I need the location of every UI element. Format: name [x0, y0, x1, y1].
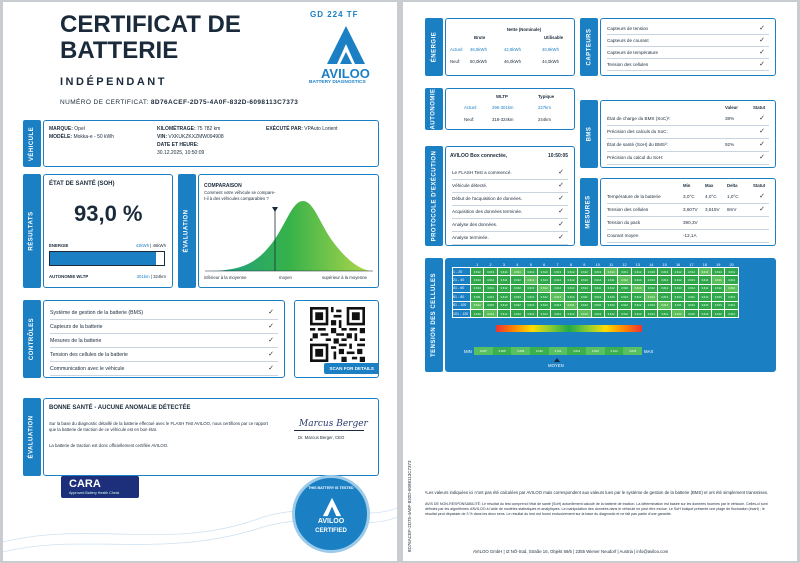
cell-value: 3,612: [685, 301, 698, 309]
tab-measures: MESURES: [580, 178, 598, 246]
cell-value: 3,612: [524, 301, 537, 309]
tab-range: AUTONOMIE: [425, 88, 443, 130]
cell-column-label: 7: [556, 263, 559, 267]
soh-title: ÉTAT DE SANTÉ (SOH): [49, 181, 115, 187]
cell-value: 3,613: [698, 309, 711, 317]
cell-value: 3,612: [604, 284, 617, 292]
cell-value: 3,610: [591, 301, 604, 309]
scale-step: 3,607: [474, 347, 493, 355]
cell-value: 3,612: [725, 276, 738, 284]
check-icon: ✓: [268, 337, 274, 344]
measure-header: Max: [705, 183, 714, 188]
cell-value: 3,610: [685, 309, 698, 317]
measure-row: Température de la batterie 3,0°C 4,0°C 1,0°C ✓: [607, 191, 769, 204]
cell-row-label: 61 - 80: [453, 293, 471, 301]
vehicle-model: MODÈLE: Mokka-e - 50 kWh: [49, 134, 115, 140]
energy-value: 40,9kWh: [542, 47, 559, 52]
cell-value: 3,610: [645, 268, 658, 276]
protocol-panel: [445, 146, 575, 246]
final-title: BONNE SANTÉ - AUCUNE ANOMALIE DÉTECTÉE: [49, 405, 191, 411]
check-icon: ✓: [759, 25, 765, 32]
cell-column-label: 11: [609, 263, 614, 267]
cell-value: 3,614: [658, 301, 671, 309]
cell-value: 3,613: [564, 284, 577, 292]
cell-value: 3,612: [712, 309, 725, 317]
cell-value: 3,612: [497, 284, 510, 292]
cell-value: 3,613: [511, 293, 524, 301]
qr-code-icon[interactable]: [310, 307, 365, 362]
cell-value: 3,614: [712, 268, 725, 276]
check-icon: ✓: [558, 234, 564, 241]
brand-tagline: BATTERY DIAGNOSTICS: [309, 80, 366, 85]
cell-value: 3,614: [471, 284, 484, 292]
cell-value: 3,610: [618, 284, 631, 292]
cell-value: 3,613: [497, 301, 510, 309]
signer-name: Dr. Marcus Berger, CEO: [298, 435, 345, 440]
bms-item: État de charge du BMS (SoC)¹: 38% ✓: [607, 113, 769, 126]
cell-value: 3,610: [698, 301, 711, 309]
cell-value: 3,611: [564, 301, 577, 309]
check-icon: ✓: [268, 351, 274, 358]
tab-controls: CONTRÔLES: [23, 300, 41, 378]
cell-value: 3,612: [578, 268, 591, 276]
cell-value: 3,610: [712, 293, 725, 301]
scale-average: moyen: [279, 275, 292, 280]
scale-high: supérieur à la moyenne: [322, 275, 367, 280]
cell-value: 3,612: [618, 276, 631, 284]
cell-value: 3,613: [698, 268, 711, 276]
scale-step: 3,612: [567, 347, 586, 355]
cell-column-label: 18: [702, 263, 707, 267]
cell-value: 3,612: [564, 268, 577, 276]
subtitle: INDÉPENDANT: [60, 76, 167, 88]
measures-panel: [600, 178, 776, 246]
cell-value: 3,610: [631, 276, 644, 284]
scale-step: 3,613: [586, 347, 605, 355]
cell-value: 3,612: [511, 276, 524, 284]
cell-value: 3,613: [658, 268, 671, 276]
cell-value: 3,614: [671, 293, 684, 301]
protocol-step: Début de l'acquisition de données. ✓: [452, 193, 568, 206]
check-icon: ✓: [268, 365, 274, 372]
cell-value: 3,613: [551, 293, 564, 301]
wltp-label: AUTONOMIE WLTP: [49, 274, 89, 279]
energy-panel: Brute Nette (Nominale) Utilisable Actuel: Neuf: 46,5kWh 42,8kWh 40,9kWh 50,0kWh 46,0kWh 44,0kWh: [445, 18, 575, 76]
protocol-time: 10:50:05: [547, 153, 568, 159]
cell-value: 3,611: [551, 309, 564, 317]
cell-column-label: 3: [502, 263, 506, 267]
cell-value: 3,612: [537, 293, 550, 301]
tab-protocol: PROTOCOLE D'EXÉCUTION: [425, 146, 443, 246]
certified-seal: THIS BATTERY IS TESTED AVILOO CERTIFIED: [292, 475, 370, 553]
cell-value: 3,613: [591, 309, 604, 317]
check-icon: ✓: [558, 208, 564, 215]
cell-value: 3,610: [725, 284, 738, 292]
cell-value: 3,611: [685, 293, 698, 301]
cell-column-label: 1: [476, 263, 479, 267]
cell-value: 3,611: [618, 268, 631, 276]
qr-panel: [294, 300, 379, 378]
measure-header: Statut: [753, 183, 766, 188]
vehicle-make: MARQUE: Opel: [49, 126, 85, 132]
cell-value: 3,614: [484, 276, 497, 284]
scan-label: SCAN FOR DETAILS: [324, 363, 379, 374]
cell-value: 3,613: [645, 276, 658, 284]
vehicle-km: KILOMÉTRAGE: 75 782 km: [157, 126, 221, 132]
cell-value: 3,612: [685, 268, 698, 276]
energy-value: 46,0kWh: [504, 59, 521, 64]
cell-value: 3,612: [564, 309, 577, 317]
certificate-page-1: [3, 2, 397, 561]
tab-results: RÉSULTATS: [23, 174, 41, 288]
vehicle-panel: [43, 120, 379, 167]
cell-column-label: 5: [529, 263, 532, 267]
tab-energy: ÉNERGIE: [425, 18, 443, 76]
disclaimer: AVIS DE NON-RESPONSABILITÉ: Le résultat du test comprend l'état de santé (SoH) actuellement calculé de la batterie de traction. La détermination est basée sur les données fournies par le véhicule. Celles-ci sont définies par les algorithmes d'AVILOO à l'aide de modèles statistiques et analytiques. La manipulation des données dans le véhicule ne peut être exclue. Le SoH indiqué présente une plage de fluctuation (écart) ; le résultat peut dépasser de 3 % dans les deux sens. Le résultat du test est fourni exclusivement sur la base du diagnostic et ne fait pas partie d'une garantie.: [425, 502, 768, 516]
cell-value: 3,612: [484, 293, 497, 301]
vehicle-executed-by: EXÉCUTÉ PAR: VPAuto Lorient: [266, 126, 338, 132]
check-icon: ✓: [759, 193, 765, 200]
certificate-number: NUMÉRO DE CERTIFICAT: 8D76ACEF-2D75-4A0F-832D-6098113C7373: [60, 99, 299, 106]
check-icon: ✓: [268, 309, 274, 316]
cell-value: 3,612: [564, 276, 577, 284]
cell-value: 3,612: [645, 284, 658, 292]
cell-value: 3,614: [604, 268, 617, 276]
bms-item: Précision du calcul du SoH: ✓: [607, 152, 769, 165]
title-line-1: CERTIFICAT DE: [60, 11, 241, 38]
company-footer: AVILOO GmbH | IZ NÖ-Süd, Straße 16, Objekt 69/5 | 2355 Wiener Neudorf | Austria | info@aviloo.com: [473, 549, 669, 554]
cell-value: 3,610: [497, 293, 510, 301]
cell-value: 3,611: [578, 293, 591, 301]
cell-value: 3,613: [618, 293, 631, 301]
cell-value: 3,613: [551, 268, 564, 276]
cell-value: 3,614: [645, 309, 658, 317]
cell-value: 3,612: [645, 293, 658, 301]
cell-value: 3,610: [537, 268, 550, 276]
control-item: Système de gestion de la batterie (BMS) ✓: [50, 307, 278, 320]
cell-value: 3,613: [537, 301, 550, 309]
model-code: GD 224 TF: [310, 10, 359, 19]
voltage-scale: [474, 347, 642, 355]
scale-step: 3,609: [511, 347, 530, 355]
cell-value: 3,611: [712, 276, 725, 284]
cell-value: 3,610: [484, 301, 497, 309]
cell-value: 3,613: [671, 284, 684, 292]
cell-value: 3,611: [658, 309, 671, 317]
control-item: Mesures de la batterie ✓: [50, 335, 278, 348]
cell-value: 3,614: [685, 284, 698, 292]
check-icon: ✓: [268, 323, 274, 330]
cell-voltage-grid: [452, 263, 739, 318]
side-cert-number: 8D76ACEF-2D75-4A0F-832D-6098113C7373: [407, 460, 412, 552]
final-certified-text: La batterie de traction est donc officiellement certifiée AVILOO.: [49, 443, 169, 448]
cell-column-label: 9: [583, 263, 586, 267]
cell-row-label: 101 - 120: [453, 309, 471, 317]
cell-column-label: 14: [649, 263, 654, 267]
cell-value: 3,613: [537, 276, 550, 284]
cell-value: 3,611: [698, 284, 711, 292]
cell-value: 3,614: [578, 284, 591, 292]
cell-value: 3,613: [725, 293, 738, 301]
cell-value: 3,612: [578, 301, 591, 309]
cell-column-label: 2: [489, 263, 492, 267]
comparison-curve: [203, 189, 375, 273]
tab-evaluation: ÉVALUATION: [178, 174, 196, 288]
cell-value: 3,613: [578, 276, 591, 284]
cell-value: 3,612: [671, 309, 684, 317]
tab-sensors: CAPTEURS: [580, 18, 598, 76]
cell-column-label: 6: [543, 263, 546, 267]
control-item: Capteurs de la batterie ✓: [50, 321, 278, 334]
sensor-item: Capteurs de température ✓: [607, 47, 769, 59]
control-item: Communication avec le véhicule ✓: [50, 363, 278, 376]
cell-value: 3,612: [471, 268, 484, 276]
cell-value: 3,612: [497, 309, 510, 317]
signature: Marcus Berger: [299, 419, 368, 429]
cell-value: 3,612: [671, 276, 684, 284]
check-icon: ✓: [759, 37, 765, 44]
cell-value: 3,614: [551, 301, 564, 309]
energy-value: 42,8kWh: [504, 47, 521, 52]
sensor-item: Capteurs de tension ✓: [607, 23, 769, 35]
check-icon: ✓: [759, 206, 765, 213]
cell-value: 3,610: [604, 293, 617, 301]
protocol-step: Le FLASH Test a commencé. ✓: [452, 167, 568, 180]
cell-value: 3,612: [511, 309, 524, 317]
cell-value: 3,613: [685, 276, 698, 284]
cell-value: 3,613: [645, 301, 658, 309]
check-icon: ✓: [759, 49, 765, 56]
aviloo-logo-icon: [323, 22, 369, 68]
check-icon: ✓: [558, 221, 564, 228]
cell-value: 3,612: [671, 268, 684, 276]
protocol-step: Analyse terminée. ✓: [452, 232, 568, 245]
cell-value: 3,612: [658, 276, 671, 284]
measure-row: Tension des cellules 3,607V 3,615V 8mV ✓: [607, 204, 769, 217]
measure-header: Min: [683, 183, 691, 188]
bms-item: État de santé (SoH) du BMS²: 92% ✓: [607, 139, 769, 152]
certificate-page-2: [403, 2, 797, 561]
cell-value: 3,613: [484, 268, 497, 276]
certificate-title: [60, 12, 241, 64]
cell-column-label: 12: [622, 263, 627, 267]
cell-value: 3,611: [484, 284, 497, 292]
bms-item: Précision des calculs du SoC: ✓: [607, 126, 769, 139]
cell-value: 3,612: [698, 293, 711, 301]
cell-value: 3,613: [712, 301, 725, 309]
cell-distribution-bar: [496, 325, 642, 332]
cell-value: 3,614: [537, 309, 550, 317]
comparison-text: Comment votre véhicule se compare-t-il à des véhicules comparables ?: [204, 190, 276, 201]
cell-value: 3,613: [484, 309, 497, 317]
cell-value: 3,612: [658, 284, 671, 292]
protocol-step: Acquisition des données terminée. ✓: [452, 206, 568, 219]
measure-header: Delta: [727, 183, 738, 188]
cell-value: 3,611: [471, 293, 484, 301]
measure-row: Tension du pack 390,3V: [607, 217, 769, 230]
cell-value: 3,612: [618, 309, 631, 317]
cell-column-label: 13: [635, 263, 640, 267]
footnote-bms: ¹Les valeurs indiquées ici n'ont pas été calculées par AVILOO mais correspondent aux valeurs lues par le système de gestion de la batterie (BMS) et ont été simplement transmises.: [425, 490, 769, 495]
cell-value: 3,612: [591, 293, 604, 301]
check-icon: ✓: [759, 61, 765, 68]
cell-column-label: 10: [595, 263, 600, 267]
cell-column-label: 17: [689, 263, 694, 267]
cell-value: 3,612: [524, 268, 537, 276]
cell-value: 3,613: [631, 284, 644, 292]
cell-value: 3,612: [604, 309, 617, 317]
check-icon: ✓: [558, 195, 564, 202]
check-icon: ✓: [558, 169, 564, 176]
cell-column-label: 19: [716, 263, 721, 267]
measure-row: Courant moyen -12,1A: [607, 230, 769, 243]
cell-value: 3,612: [618, 301, 631, 309]
brand-name: AVILOO: [321, 66, 370, 81]
check-icon: ✓: [759, 141, 765, 148]
title-line-2: BATTERIE: [60, 37, 179, 64]
energy-value: 44,0kWh: [542, 59, 559, 64]
scale-step: 3,615: [623, 347, 642, 355]
bms-panel: Valeur Statut État de charge du BMS (SoC)¹: 38% ✓ Précision des calculs du SoC: ✓ État de santé (SoH) du BMS²: 92% ✓ Précision du calcul du SoH: ✓: [600, 100, 776, 168]
comparison-title: COMPARAISON: [204, 183, 242, 189]
energy-values: 43kWh | 46kWh: [135, 243, 166, 248]
protocol-title: AVILOO Box connectée,: [450, 153, 508, 159]
check-icon: ✓: [759, 154, 765, 161]
final-text: Sur la base du diagnostic détaillé de la batterie effectué avec le FLASH Test AVILOO, nous certifions par ce rapport que la batterie de traction de ce véhicule est en bon état.: [49, 421, 269, 432]
cell-value: 3,611: [671, 301, 684, 309]
cell-value: 3,612: [631, 301, 644, 309]
results-panel: [43, 174, 173, 288]
range-panel: WLTP Typique Actuel: Neuf: 296-301km 227km 318-324km 244km: [445, 88, 575, 130]
energy-value: 50,0kWh: [470, 59, 487, 64]
cell-value: 3,614: [564, 293, 577, 301]
cell-value: 3,611: [591, 284, 604, 292]
scale-step: 3,608: [493, 347, 512, 355]
cell-value: 3,612: [551, 276, 564, 284]
check-icon: ✓: [759, 128, 765, 135]
vehicle-vin: VIN: VXKUKZKXZMW094908: [157, 134, 224, 140]
controls-panel: [43, 300, 285, 378]
tab-bms: BMS: [580, 100, 598, 168]
seal-logo-icon: [320, 496, 344, 518]
energy-bar: [49, 251, 165, 266]
cell-value: 3,610: [578, 309, 591, 317]
protocol-step: Analyse des données. ✓: [452, 219, 568, 232]
scale-low: inférieur à la moyenne: [204, 275, 247, 280]
cell-value: 3,611: [725, 268, 738, 276]
cell-value: 3,612: [537, 284, 550, 292]
tab-final-evaluation: ÉVALUATION: [23, 398, 41, 476]
cell-value: 3,613: [524, 284, 537, 292]
cell-value: 3,612: [725, 301, 738, 309]
energy-label: ÉNERGIE: [49, 243, 69, 248]
sensor-item: Tension des cellules ✓: [607, 59, 769, 71]
check-icon: ✓: [759, 115, 765, 122]
check-icon: ✓: [558, 182, 564, 189]
cell-value: 3,611: [497, 276, 510, 284]
cell-value: 3,613: [631, 309, 644, 317]
cell-value: 3,612: [524, 293, 537, 301]
cell-voltage-panel: 1 2 3 4 5 6 7 8 9 10 11 12 13 14 15 16 17 18 19 20 1 - 20 3,612 3,613 3,614 3,611 3,612 3,610 3,613 3,612 3,612 3,613 3,614 3,611 3,612 3,610 3,613 3,612 3,612 3,613 3,614 3,611 21 - 40 3,613 3,614 3,611 3,612 3,610 3,613 3,612 3,612 3,613 3,614 3,611 3,612 3,610 3,613 3,612 3,612 3,613 3,614 3,611 3,612 41 - 60 3,614 3,611 3,612 3,610 3,613 3,612 3,612 3,613 3,614 3,611 3,612 3,610 3,613 3,612 3,612 3,613 3,614 3,611 3,612 3,610 61 - 80 3,611 3,612 3,610 3,613 3,612 3,612 3,613 3,614 3,611 3,612 3,610 3,613 3,612 3,612 3,613 3,614 3,611 3,612 3,610 3,613 81 - 100 3,612 3,610 3,613 3,612 3,612 3,613 3,614 3,611 3,612 3,610 3,613 3,612 3,612 3,613 3,614 3,611 3,612 3,610 3,613 3,612 101 - 120 3,610 3,613 3,612 3,612 3,613 3,614 3,611 3,612 3,610 3,613 3,612 3,612 3,613 3,614 3,611 3,612 3,610 3,613 3,612 3,612 3,607 3,608 3,609 3,610 3,611 3,612 3,613 3,614 3,615 MIN MAX MOYEN: [445, 258, 776, 372]
cara-badge: CARA Approved Battery Health Check: [61, 476, 139, 498]
cell-value: 3,613: [524, 309, 537, 317]
cell-column-label: 20: [729, 263, 734, 267]
cell-value: 3,612: [631, 293, 644, 301]
comparison-panel: [198, 174, 379, 288]
cell-value: 3,612: [471, 301, 484, 309]
cell-row-label: 81 - 100: [453, 301, 471, 309]
cell-value: 3,611: [511, 268, 524, 276]
sensors-panel: [600, 18, 776, 76]
cell-row-label: 21 - 40: [453, 276, 471, 284]
cell-value: 3,613: [591, 268, 604, 276]
cell-value: 3,612: [725, 309, 738, 317]
cell-row-label: 1 - 20: [453, 268, 471, 276]
cell-value: 3,612: [712, 284, 725, 292]
cell-value: 3,614: [497, 268, 510, 276]
cell-value: 3,611: [604, 276, 617, 284]
scale-step: 3,611: [549, 347, 568, 355]
cell-value: 3,610: [524, 276, 537, 284]
cell-value: 3,613: [471, 276, 484, 284]
cell-value: 3,610: [471, 309, 484, 317]
cell-column-label: 8: [569, 263, 572, 267]
tab-cell-voltage: TENSION DES CELLULES: [425, 258, 443, 372]
cell-value: 3,613: [658, 293, 671, 301]
cell-value: 3,612: [511, 301, 524, 309]
cell-row-label: 41 - 60: [453, 284, 471, 292]
tab-vehicle: VÉHICULE: [23, 120, 41, 167]
vehicle-date-label: DATE ET HEURE:: [157, 142, 199, 148]
cell-value: 3,614: [698, 276, 711, 284]
cell-value: 3,610: [511, 284, 524, 292]
cell-value: 3,614: [591, 276, 604, 284]
protocol-step: Véhicule détecté. ✓: [452, 180, 568, 193]
cell-column-label: 16: [675, 263, 681, 267]
scale-step: 3,614: [605, 347, 624, 355]
control-item: Tension des cellules de la batterie ✓: [50, 349, 278, 362]
sensor-item: Capteurs de courant ✓: [607, 35, 769, 47]
vehicle-date: 30.12.2025, 10:50:09: [157, 150, 205, 156]
cell-value: 3,613: [604, 301, 617, 309]
wltp-values: 301km | 324km: [136, 274, 166, 279]
cell-column-label: 4: [516, 263, 519, 267]
cell-value: 3,612: [631, 268, 644, 276]
scale-step: 3,610: [530, 347, 549, 355]
cell-value: 3,612: [551, 284, 564, 292]
energy-value: 46,5kWh: [470, 47, 487, 52]
cell-column-label: 15: [662, 263, 667, 267]
soh-value: 93,0 %: [74, 201, 143, 226]
